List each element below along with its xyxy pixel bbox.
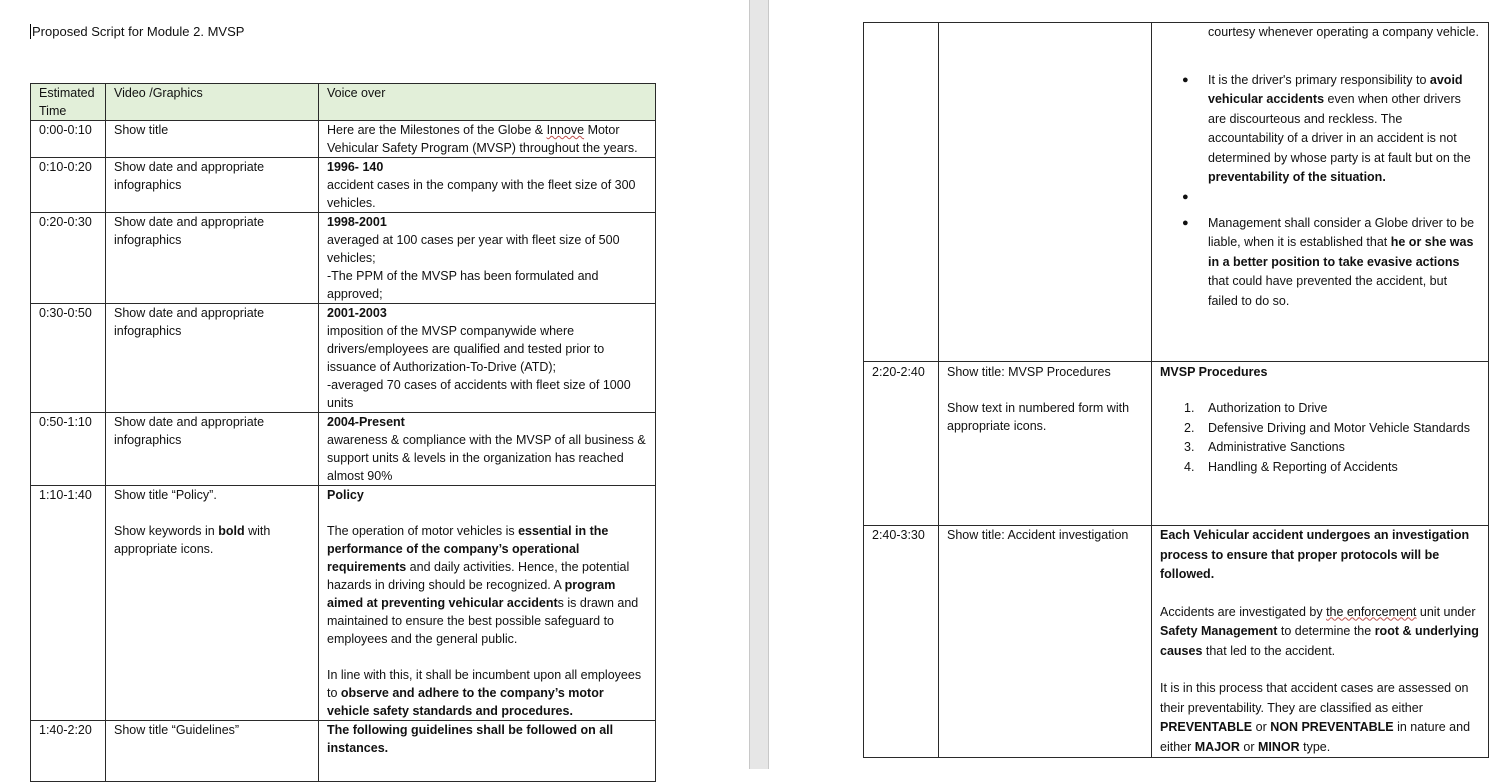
voice-over-cell[interactable] bbox=[319, 486, 656, 721]
page-edge bbox=[749, 0, 750, 769]
milestone-title: 1998-2001 bbox=[327, 215, 387, 229]
table-row bbox=[864, 362, 1489, 526]
policy-paragraph: The operation of motor vehicles is essential in the performance of the company’s operational requirements and daily activities. Hence, the potential hazards in driving should be recognized. A program aimed at preventing vehicular accidents is drawn and maintained to ensure the best possible safeguard to employees and the general public. bbox=[327, 524, 639, 646]
investigation-paragraph: It is in this process that accident cases are assessed on their preventability. They are classified as either PREVENTABLE or NON PREVENTABLE in nature and either MAJOR or MINOR type. bbox=[1160, 681, 1471, 754]
table-row bbox=[31, 486, 656, 721]
voice-over-cell[interactable] bbox=[1152, 362, 1489, 526]
graphics-cell[interactable]: Show date and appropriate infographics bbox=[106, 413, 319, 486]
procedure-item: 3. Administrative Sanctions bbox=[1184, 440, 1345, 454]
voice-over-cell[interactable] bbox=[1152, 526, 1489, 758]
section-title-guidelines: The following guidelines shall be followed on all instances. bbox=[327, 723, 614, 755]
procedures-list bbox=[1160, 399, 1480, 477]
document-title[interactable]: Proposed Script for Module 2. MVSP bbox=[32, 24, 245, 39]
graphics-cell[interactable]: Show date and appropriate infographics bbox=[106, 304, 319, 413]
guidelines-list bbox=[1160, 71, 1480, 312]
header-video-graphics[interactable]: Video /Graphics bbox=[106, 84, 319, 121]
table-row bbox=[31, 413, 656, 486]
graphics-cell[interactable] bbox=[939, 23, 1152, 362]
header-estimated-time[interactable]: Estimated Time bbox=[31, 84, 106, 121]
procedure-item: 1. Authorization to Drive bbox=[1184, 401, 1328, 415]
voice-over-cell[interactable] bbox=[1152, 23, 1489, 362]
table-row bbox=[864, 23, 1489, 362]
guideline-continued: courtesy whenever operating a company vehicle. bbox=[1208, 25, 1479, 39]
graphics-cell[interactable]: Show date and appropriate infographics bbox=[106, 213, 319, 304]
table-row bbox=[31, 158, 656, 213]
time-cell[interactable]: 0:50-1:10 bbox=[31, 413, 106, 486]
time-cell[interactable]: 2:40-3:30 bbox=[864, 526, 939, 758]
voice-over-cell[interactable]: 1996- 140 accident cases in the company with the fleet size of 300 vehicles. bbox=[319, 158, 656, 213]
policy-paragraph: In line with this, it shall be incumbent upon all employees to observe and adhere to the company’s motor vehicle safety standards and procedures. bbox=[327, 668, 642, 718]
table-row bbox=[31, 121, 656, 158]
time-cell[interactable]: 0:30-0:50 bbox=[31, 304, 106, 413]
graphics-cell[interactable]: Show title: Accident investigation bbox=[939, 526, 1152, 758]
voice-over-cell[interactable]: 2004-Present awareness & compliance with the MVSP of all business & support units & levels in the organization has reached almost 90% bbox=[319, 413, 656, 486]
voice-over-cell[interactable]: 1998-2001 averaged at 100 cases per year with fleet size of 500 vehicles; -The PPM of the MVSP has been formulated and approved; bbox=[319, 213, 656, 304]
page-gutter bbox=[749, 0, 769, 769]
graphics-cell[interactable]: Show title bbox=[106, 121, 319, 158]
procedure-item: 4. Handling & Reporting of Accidents bbox=[1184, 459, 1398, 474]
time-cell[interactable]: 1:40-2:20 bbox=[31, 721, 106, 782]
voice-over-cell[interactable]: 2001-2003 imposition of the MVSP companywide where drivers/employees are qualified and tested prior to issuance of Authorization-To-Drive (ATD); -averaged 70 cases of accidents with fleet size of 1000 units bbox=[319, 304, 656, 413]
time-cell[interactable] bbox=[864, 23, 939, 362]
procedure-item: 2. Defensive Driving and Motor Vehicle Standards bbox=[1184, 420, 1470, 435]
text-cursor bbox=[30, 24, 31, 39]
table-row bbox=[31, 213, 656, 304]
table-row bbox=[31, 721, 656, 782]
section-title-procedures: MVSP Procedures bbox=[1160, 365, 1268, 379]
milestone-title: 2001-2003 bbox=[327, 306, 387, 320]
graphics-cell[interactable]: Show date and appropriate infographics bbox=[106, 158, 319, 213]
investigation-paragraph: Accidents are investigated by the enforcement unit under Safety Management to determine the root & underlying causes that led to the accident. bbox=[1160, 604, 1479, 658]
time-cell[interactable]: 0:10-0:20 bbox=[31, 158, 106, 213]
graphics-cell[interactable]: Show title “Guidelines” bbox=[106, 721, 319, 782]
spelling-flag: Innove bbox=[546, 123, 585, 137]
time-cell[interactable]: 0:00-0:10 bbox=[31, 121, 106, 158]
time-cell[interactable]: 0:20-0:30 bbox=[31, 213, 106, 304]
voice-over-cell[interactable]: Here are the Milestones of the Globe & Innove Motor Vehicular Safety Program (MVSP) throughout the years. bbox=[319, 121, 656, 158]
voice-over-cell[interactable] bbox=[319, 721, 656, 782]
time-cell[interactable]: 1:10-1:40 bbox=[31, 486, 106, 721]
header-voice-over[interactable]: Voice over bbox=[319, 84, 656, 121]
guideline-bullet: ● It is the driver's primary responsibility to avoid vehicular accidents even when other drivers are discourteous and reckless. The accountability of a driver in an accident is not determined by whose party is at fault but on the preventability of the situation. bbox=[1160, 71, 1480, 188]
section-title-investigation: Each Vehicular accident undergoes an investigation process to ensure that proper protocols will be followed. bbox=[1160, 528, 1470, 581]
graphics-cell[interactable]: Show title “Policy”. Show keywords in bold with appropriate icons. bbox=[106, 486, 319, 721]
table-row bbox=[31, 304, 656, 413]
graphics-cell[interactable]: Show title: MVSP Procedures Show text in numbered form with appropriate icons. bbox=[939, 362, 1152, 526]
table-row bbox=[864, 526, 1489, 758]
time-cell[interactable]: 2:20-2:40 bbox=[864, 362, 939, 526]
milestone-title: 2004-Present bbox=[327, 415, 405, 429]
script-table bbox=[30, 83, 656, 782]
milestone-title: 1996- 140 bbox=[327, 160, 384, 174]
section-title-policy: Policy bbox=[327, 488, 364, 502]
script-table-continued bbox=[863, 22, 1489, 758]
guideline-bullet: ● Management shall consider a Globe driver to be liable, when it is established that he or she was in a better position to take evasive actions that could have prevented the accident, but failed to do so. bbox=[1160, 214, 1480, 312]
table-header-row bbox=[31, 84, 656, 121]
